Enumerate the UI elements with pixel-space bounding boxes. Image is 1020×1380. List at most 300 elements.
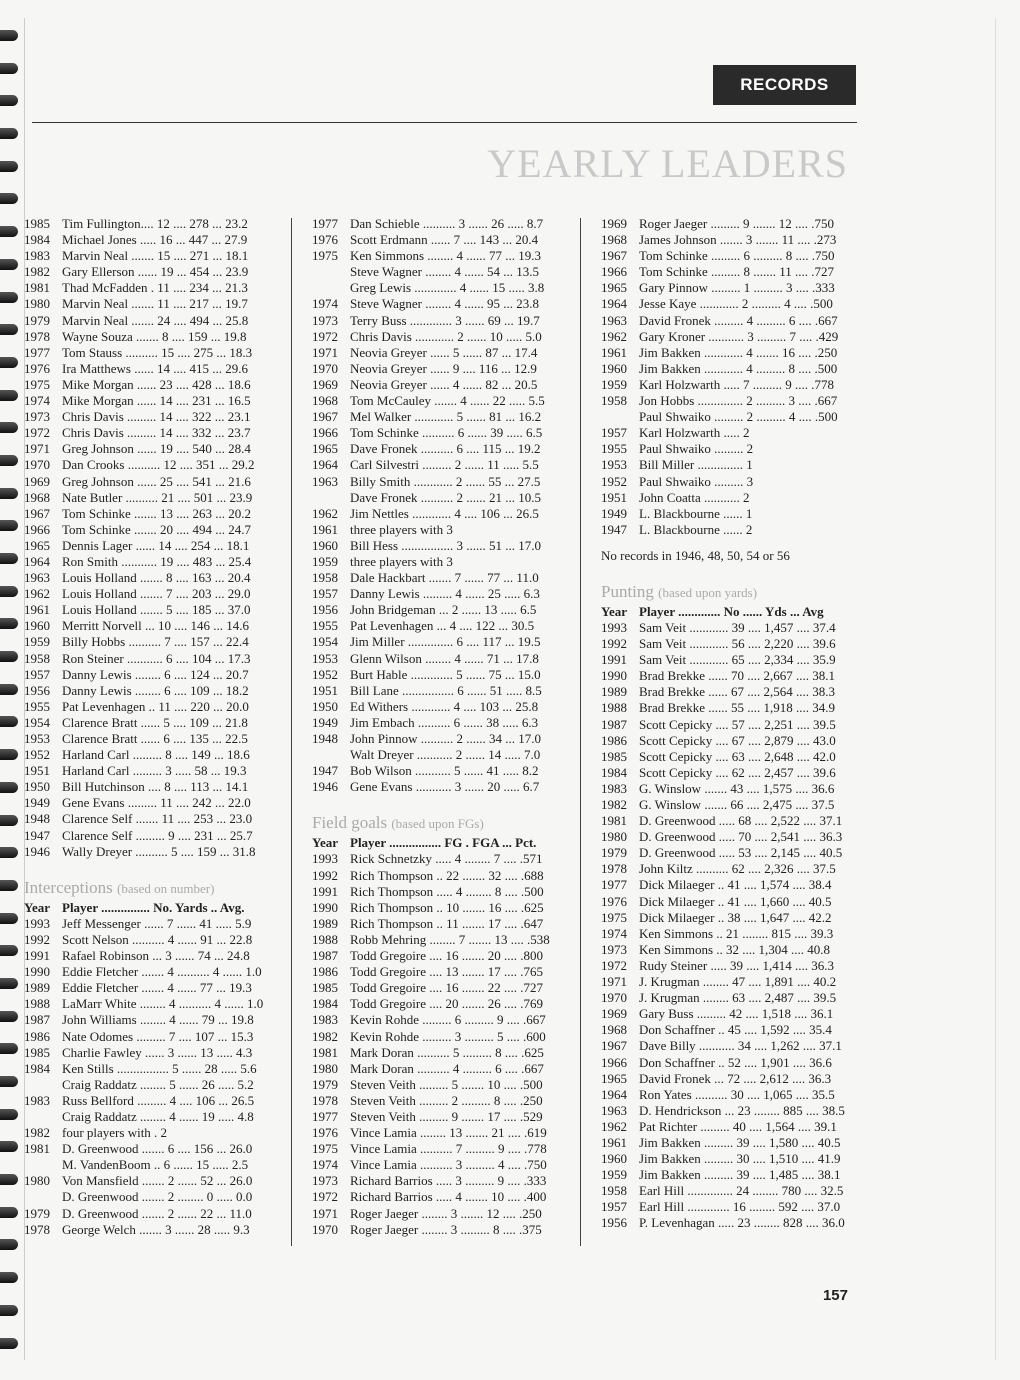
row-entry: Von Mansfield ....... 2 ...... 52 ... 26.0: [62, 1173, 253, 1189]
row-entry: Neovia Greyer ...... 4 ...... 82 ... 20.5: [350, 376, 538, 392]
row-year: 1977: [24, 344, 50, 360]
row-entry: Craig Raddatz ........ 4 ...... 19 ..... 4.8: [62, 1108, 254, 1124]
table-row: [312, 964, 568, 980]
row-entry: Dick Milaeger .. 38 .... 1,647 .... 42.2: [639, 909, 832, 925]
table-row: [601, 813, 849, 829]
row-year: 1989: [601, 684, 627, 700]
spiral-binding: [0, 30, 22, 1370]
section-title-text: Field goals: [312, 813, 388, 833]
row-year: 1973: [601, 941, 627, 957]
row-year: 1977: [312, 216, 338, 231]
row-year: 1951: [312, 682, 338, 698]
table-row: [601, 1103, 849, 1119]
row-year: 1975: [312, 1141, 338, 1157]
row-year: 1964: [312, 457, 338, 473]
row-year: 1951: [24, 763, 50, 779]
binding-ring: [0, 95, 18, 106]
row-entry: Scott Cepicky .... 63 .... 2,648 .... 42.0: [639, 748, 836, 764]
row-year: 1956: [312, 602, 338, 618]
row-entry: Jim Bakken ......... 39 .... 1,580 .... 40.5: [639, 1134, 841, 1150]
row-entry: Dennis Lager ...... 14 .... 254 ... 18.1: [62, 537, 250, 553]
header-rule: [32, 122, 857, 123]
row-year: [312, 490, 350, 506]
row-year: 1973: [24, 409, 50, 425]
table-row: [601, 910, 849, 926]
row-entry: Scott Nelson .......... 4 ...... 91 ... 22.8: [62, 931, 253, 947]
row-year: 1952: [24, 747, 50, 763]
row-entry: Dick Milaeger .. 41 .... 1,660 .... 40.5: [639, 893, 832, 909]
row-entry: Ron Yates .......... 30 .... 1,065 .... 35.5: [639, 1086, 835, 1102]
table-row: [312, 1173, 568, 1189]
binding-ring: [0, 880, 18, 891]
table-row: [601, 425, 849, 441]
row-year: 1958: [312, 570, 338, 586]
binding-ring: [0, 128, 18, 139]
table-header: [24, 900, 274, 916]
row-entry: Neovia Greyer ...... 9 .... 116 ... 12.9: [350, 360, 537, 376]
row-year: 1988: [601, 700, 627, 716]
table-row: [24, 948, 274, 964]
column-divider: [580, 218, 581, 1246]
table-row: [601, 490, 849, 506]
row-year: 1954: [24, 714, 50, 730]
row-year: 1964: [24, 553, 50, 569]
row-entry: Rich Thompson .. 11 ....... 17 .... .647: [350, 915, 544, 931]
table-row: [312, 409, 568, 425]
row-entry: Todd Gregoire .... 16 ....... 20 .... .800: [350, 948, 543, 964]
binding-ring: [0, 651, 18, 662]
row-entry: Michael Jones ..... 16 ... 447 ... 27.9: [62, 232, 248, 248]
row-year: 1965: [601, 280, 627, 296]
row-entry: Vince Lamia .......... 3 ......... 4 .... .750: [350, 1157, 547, 1173]
row-entry: Tom Schinke ......... 6 ......... 8 .... .750: [639, 248, 835, 264]
row-year: 1991: [24, 948, 50, 964]
row-year: 1957: [24, 666, 50, 682]
row-year: 1979: [24, 312, 50, 328]
row-entry: Ed Withers ............ 4 .... 103 ... 25.8: [350, 698, 539, 714]
row-entry: J. Krugman ........ 63 .... 2,487 .... 39.5: [639, 990, 837, 1006]
row-entry: Sam Veit ............ 65 .... 2,334 .... 35.9: [639, 652, 836, 668]
table-row: [601, 409, 849, 425]
section-title-text: Punting: [601, 581, 654, 601]
table-row: [312, 1061, 568, 1077]
table-row: [312, 763, 568, 779]
table-row: [312, 232, 568, 248]
row-entry: Jim Miller .............. 6 .... 117 ... 19.5: [350, 634, 541, 650]
row-year: 1992: [24, 931, 50, 947]
row-year: 1961: [601, 1134, 627, 1150]
table-row: [601, 877, 849, 893]
row-entry: David Fronek ... 72 .... 2,612 .... 36.3: [639, 1070, 832, 1086]
table-row: [312, 377, 568, 393]
row-year: 1986: [24, 1028, 50, 1044]
row-entry: Gary Pinnow ......... 1 ......... 3 .... .333: [639, 280, 835, 296]
row-year: 1962: [24, 586, 50, 602]
table-row: [24, 329, 274, 345]
table-row: [312, 441, 568, 457]
row-entry: Mike Morgan ...... 14 .... 231 ... 16.5: [62, 393, 251, 409]
row-year: 1954: [312, 634, 338, 650]
binding-ring: [0, 913, 18, 924]
row-entry: L. Blackbourne ...... 2: [639, 521, 753, 537]
table-row: [24, 1093, 274, 1109]
row-year: 1950: [24, 779, 50, 795]
binding-ring: [0, 1141, 18, 1152]
binding-ring: [0, 63, 18, 74]
row-entry: Walt Dreyer ........... 2 ...... 14 ..... 7.0: [350, 747, 541, 763]
row-entry: Marvin Neal ....... 24 .... 494 ... 25.8: [62, 312, 249, 328]
row-year: 1972: [312, 1189, 338, 1205]
table-row: [601, 216, 849, 232]
row-entry: Gene Evans ......... 11 .... 242 ... 22.0: [62, 795, 251, 811]
row-year: 1985: [601, 748, 627, 764]
row-entry: Jon Hobbs .............. 2 ......... 3 .... .667: [639, 393, 838, 409]
row-entry: Karl Holzwarth ..... 7 ......... 9 .... .778: [639, 376, 834, 392]
table-header: [601, 604, 849, 620]
row-year: 1993: [312, 851, 338, 867]
row-year: 1973: [312, 312, 338, 328]
row-entry: Kevin Rohde ......... 6 ......... 9 .... .667: [350, 1012, 546, 1028]
row-year: 1959: [312, 553, 338, 569]
row-entry: Pat Levenhagen ... 4 .... 122 ... 30.5: [350, 618, 535, 634]
row-year: 1974: [312, 1157, 338, 1173]
row-entry: L. Blackbourne ...... 1: [639, 505, 753, 521]
binding-ring: [0, 357, 18, 368]
table-row: [601, 636, 849, 652]
table-row: [601, 474, 849, 490]
row-entry: Gary Buss ......... 42 .... 1,518 .... 36.1: [639, 1006, 834, 1022]
row-entry: Paul Shwaiko ......... 2: [639, 441, 754, 457]
row-entry: Rich Thompson .. 22 ....... 32 .... .688: [350, 867, 544, 883]
table-row: [24, 811, 274, 827]
row-year: 1987: [24, 1012, 50, 1028]
table-row: [24, 1077, 274, 1093]
row-entry: Todd Gregoire .... 20 ....... 26 .... .769: [350, 996, 543, 1012]
row-entry: D. Greenwood ..... 70 .... 2,541 .... 36.3: [639, 829, 843, 845]
table-row: [312, 884, 568, 900]
table-row: [312, 900, 568, 916]
table-row: [24, 996, 274, 1012]
table-row: [312, 980, 568, 996]
row-year: 1993: [601, 619, 627, 635]
row-entry: Marvin Neal ....... 11 .... 217 ... 19.7: [62, 296, 248, 312]
table-row: [24, 1173, 274, 1189]
table-row: [24, 731, 274, 747]
table-row: [24, 377, 274, 393]
no-records-note: No records in 1946, 48, 50, 54 or 56: [601, 547, 790, 563]
row-year: 1959: [601, 376, 627, 392]
row-entry: Clarence Self ......... 9 .... 231 ... 25.7: [62, 827, 253, 843]
row-entry: Paul Shwaiko ......... 3: [639, 473, 754, 489]
row-year: 1960: [601, 1151, 627, 1167]
row-entry: Earl Hill ............. 16 ........ 592 .... 37.0: [639, 1199, 841, 1215]
table-row: [312, 747, 568, 763]
row-year: 1984: [601, 764, 627, 780]
table-row: [24, 425, 274, 441]
row-year: 1956: [601, 1215, 627, 1231]
binding-ring: [0, 455, 18, 466]
table-row: [312, 1029, 568, 1045]
row-year: 1957: [312, 586, 338, 602]
row-entry: Wayne Souza ....... 8 .... 159 ... 19.8: [62, 328, 247, 344]
row-entry: Don Schaffner .. 45 .... 1,592 .... 35.4: [639, 1022, 832, 1038]
row-entry: Bill Lane ................ 6 ...... 51 ..... 8.5: [350, 682, 542, 698]
table-row: [312, 683, 568, 699]
row-entry: Craig Raddatz ........ 5 ...... 26 ..... 5.2: [62, 1076, 254, 1092]
row-entry: Todd Gregoire .... 16 ....... 22 .... .727: [350, 980, 543, 996]
row-year: 1988: [312, 931, 338, 947]
table-row: [24, 457, 274, 473]
row-entry: Mark Doran .......... 5 ......... 8 .... .625: [350, 1044, 544, 1060]
table-row: [601, 1087, 849, 1103]
row-entry: James Johnson ....... 3 ....... 11 .... .273: [639, 232, 837, 248]
row-entry: Jim Bakken ............ 4 ......... 8 .... .500: [639, 360, 838, 376]
section-title-text: Interceptions: [24, 877, 113, 897]
row-year: 1946: [312, 779, 338, 795]
row-year: [312, 747, 350, 763]
row-year: 1957: [601, 1199, 627, 1215]
row-year: 1976: [24, 360, 50, 376]
table-row: [312, 667, 568, 683]
header-columns: Player ................ FG . FGA ... Pct.: [350, 835, 537, 851]
table-row: [312, 586, 568, 602]
table-row: [312, 570, 568, 586]
table-row: [24, 538, 274, 554]
row-entry: Tom Stauss .......... 15 .... 275 ... 18.3: [62, 344, 253, 360]
row-year: 1981: [312, 1044, 338, 1060]
row-year: 1960: [601, 360, 627, 376]
row-entry: Mel Walker ............ 5 ...... 81 ... 16.2: [350, 409, 542, 425]
row-entry: Billy Smith ............ 2 ...... 55 ... 27.5: [350, 473, 541, 489]
binding-ring: [0, 1174, 18, 1185]
row-year: 1971: [601, 974, 627, 990]
table-row: [24, 1029, 274, 1045]
table-row: [24, 361, 274, 377]
row-year: 1971: [312, 1205, 338, 1221]
row-entry: Ken Simmons .. 32 .... 1,304 .... 40.8: [639, 941, 831, 957]
table-row: [312, 602, 568, 618]
table-row: [24, 715, 274, 731]
row-year: 1984: [24, 1060, 50, 1076]
row-entry: Jim Nettles ............ 4 .... 106 ... 26.5: [350, 505, 539, 521]
row-entry: Ron Smith ........... 19 .... 483 ... 25.4: [62, 553, 252, 569]
row-year: 1946: [24, 843, 50, 859]
row-year: 1980: [312, 1060, 338, 1076]
row-entry: Sam Veit ............ 39 .... 1,457 .... 37.4: [639, 619, 836, 635]
row-entry: John Williams ........ 4 ...... 79 ... 19.8: [62, 1012, 254, 1028]
row-year: 1984: [312, 996, 338, 1012]
table-row: [601, 684, 849, 700]
row-year: 1979: [24, 1205, 50, 1221]
row-entry: P. Levenhagan ..... 23 ........ 828 .... 36.0: [639, 1215, 845, 1231]
row-year: 1955: [24, 698, 50, 714]
row-entry: John Coatta ........... 2: [639, 489, 750, 505]
row-entry: Vince Lamia .......... 7 ......... 9 .... .778: [350, 1141, 547, 1157]
row-entry: Rudy Steiner ..... 39 .... 1,414 .... 36.3: [639, 957, 834, 973]
row-year: 1980: [24, 296, 50, 312]
binding-ring: [0, 1043, 18, 1054]
binding-ring: [0, 259, 18, 270]
column-right: [601, 216, 849, 1232]
row-entry: Thad McFadden . 11 .... 234 ... 21.3: [62, 280, 248, 296]
row-entry: David Fronek ......... 4 ......... 6 .... .667: [639, 312, 838, 328]
row-year: 1985: [24, 1044, 50, 1060]
row-year: 1958: [601, 1183, 627, 1199]
binding-ring: [0, 324, 18, 335]
row-year: 1962: [312, 505, 338, 521]
row-year: 1947: [601, 521, 627, 537]
binding-ring: [0, 815, 18, 826]
row-entry: Louis Holland ....... 8 .... 163 ... 20.4: [62, 570, 251, 586]
table-row: [601, 1055, 849, 1071]
row-entry: Richard Barrios ..... 3 ......... 9 .... .333: [350, 1173, 547, 1189]
binding-ring: [0, 1272, 18, 1283]
table-row: [24, 779, 274, 795]
table-row: [24, 216, 274, 232]
row-entry: Scott Erdmann ...... 7 .... 143 ... 20.4: [350, 232, 539, 248]
row-year: 1963: [312, 473, 338, 489]
row-entry: Rich Thompson .. 10 ....... 16 .... .625: [350, 899, 544, 915]
row-year: 1969: [601, 1006, 627, 1022]
row-entry: Roger Jaeger ........ 3 ......... 8 .... .375: [350, 1221, 542, 1237]
table-row: [601, 1006, 849, 1022]
row-entry: John Pinnow .......... 2 ...... 34 ... 17.0: [350, 731, 542, 746]
table-row: [24, 618, 274, 634]
row-entry: Dave Fronek .......... 2 ...... 21 ... 10.5: [350, 489, 542, 505]
section-title: [312, 811, 568, 835]
row-entry: M. VandenBoom .. 6 ...... 15 ..... 2.5: [62, 1157, 249, 1173]
row-year: 1993: [24, 915, 50, 931]
row-year: 1985: [312, 980, 338, 996]
row-entry: Mike Morgan ...... 23 .... 428 ... 18.6: [62, 376, 251, 392]
binding-ring: [0, 520, 18, 531]
table-row: [24, 1012, 274, 1028]
table-row: [601, 894, 849, 910]
row-entry: D. Greenwood ..... 53 .... 2,145 .... 40.5: [639, 845, 843, 861]
table-row: [24, 667, 274, 683]
row-year: 1974: [312, 296, 338, 312]
row-entry: Burt Hable ............. 5 ...... 75 ... 15.0: [350, 666, 541, 682]
table-row: [24, 490, 274, 506]
row-entry: Nate Odomes ......... 7 .... 107 ... 15.3: [62, 1028, 254, 1044]
table-row: [312, 996, 568, 1012]
table-row: [601, 457, 849, 473]
row-year: 1971: [24, 441, 50, 457]
row-year: 1976: [312, 232, 338, 248]
table-row: [312, 634, 568, 650]
row-entry: three players with 3: [350, 521, 453, 537]
row-year: 1974: [24, 393, 50, 409]
binding-ring: [0, 390, 18, 401]
table-row: [24, 264, 274, 280]
row-year: 1961: [601, 344, 627, 360]
row-year: 1963: [601, 1102, 627, 1118]
row-entry: John Kiltz .......... 62 .... 2,326 .... 37.5: [639, 861, 836, 877]
table-row: [24, 1157, 274, 1173]
row-year: 1950: [312, 698, 338, 714]
row-entry: Jim Bakken ......... 30 .... 1,510 .... 41.9: [639, 1151, 841, 1167]
table-row: [312, 948, 568, 964]
row-entry: D. Hendrickson ... 23 ........ 885 .... 38.5: [639, 1102, 845, 1118]
row-entry: Harland Carl ......... 8 .... 149 ... 18.6: [62, 747, 250, 763]
table-row: [601, 506, 849, 522]
row-entry: Gary Ellerson ...... 19 ... 454 ... 23.9: [62, 264, 249, 280]
row-entry: Dave Fronek .......... 6 .... 115 ... 19.2: [350, 441, 541, 457]
table-row: [312, 474, 568, 490]
row-entry: Steve Wagner ........ 4 ...... 54 ... 13.5: [350, 264, 539, 280]
column-left: [24, 216, 274, 1238]
table-row: [601, 652, 849, 668]
table-row: [24, 1109, 274, 1125]
table-row: [601, 377, 849, 393]
row-year: 1957: [601, 425, 627, 441]
row-year: 1978: [24, 1221, 50, 1237]
page-title: YEARLY LEADERS: [487, 141, 848, 186]
row-year: 1987: [601, 716, 627, 732]
row-year: 1966: [312, 425, 338, 441]
table-row: [24, 586, 274, 602]
table-row: [312, 715, 568, 731]
row-year: 1984: [24, 232, 50, 248]
row-year: 1964: [601, 1086, 627, 1102]
row-year: 1975: [24, 376, 50, 392]
table-row: [601, 974, 849, 990]
table-row: [24, 313, 274, 329]
row-entry: Dan Schieble .......... 3 ...... 26 ..... 8.7: [350, 216, 544, 231]
row-year: 1965: [601, 1070, 627, 1086]
row-entry: Greg Johnson ...... 25 .... 541 ... 21.6: [62, 473, 251, 489]
table-row: [601, 990, 849, 1006]
table-row: [312, 506, 568, 522]
table-row: [601, 441, 849, 457]
row-year: 1953: [601, 457, 627, 473]
table-row: [312, 264, 568, 280]
row-entry: Karl Holzwarth ..... 2: [639, 425, 750, 441]
table-row: [601, 1022, 849, 1038]
row-entry: Tom Schinke ......... 8 ....... 11 .... .727: [639, 264, 835, 280]
binding-ring: [0, 161, 18, 172]
table-row: [24, 980, 274, 996]
row-entry: Bill Hess ................ 3 ...... 51 ... 17.0: [350, 537, 542, 553]
binding-ring: [0, 684, 18, 695]
row-year: 1967: [601, 1038, 627, 1054]
row-year: 1969: [312, 376, 338, 392]
row-year: 1976: [601, 893, 627, 909]
row-entry: Wally Dreyer .......... 5 .... 159 ... 31.8: [62, 843, 256, 859]
row-year: 1980: [601, 829, 627, 845]
table-row: [601, 522, 849, 538]
row-entry: Vince Lamia ........ 13 ....... 21 .... .619: [350, 1125, 547, 1141]
row-entry: Ken Simmons .. 21 ........ 815 .... 39.3: [639, 925, 834, 941]
table-row: [312, 1141, 568, 1157]
row-entry: Gary Kroner ........... 3 ......... 7 .... .429: [639, 328, 839, 344]
table-row: [24, 506, 274, 522]
row-entry: four players with . 2: [62, 1125, 168, 1141]
row-entry: Danny Lewis ......... 4 ...... 25 ..... 6.3: [350, 586, 540, 602]
table-row: [601, 781, 849, 797]
row-year: [601, 409, 639, 425]
row-entry: Roger Jaeger ........ 3 ....... 12 .... .250: [350, 1205, 542, 1221]
table-row: [601, 1183, 849, 1199]
row-entry: Scott Cepicky .... 67 .... 2,879 .... 43.0: [639, 732, 836, 748]
table-row: [312, 1012, 568, 1028]
table-row: [601, 845, 849, 861]
table-row: [312, 313, 568, 329]
binding-ring: [0, 945, 18, 956]
row-year: [24, 1189, 62, 1205]
table-row: [312, 1206, 568, 1222]
table-row: [24, 522, 274, 538]
